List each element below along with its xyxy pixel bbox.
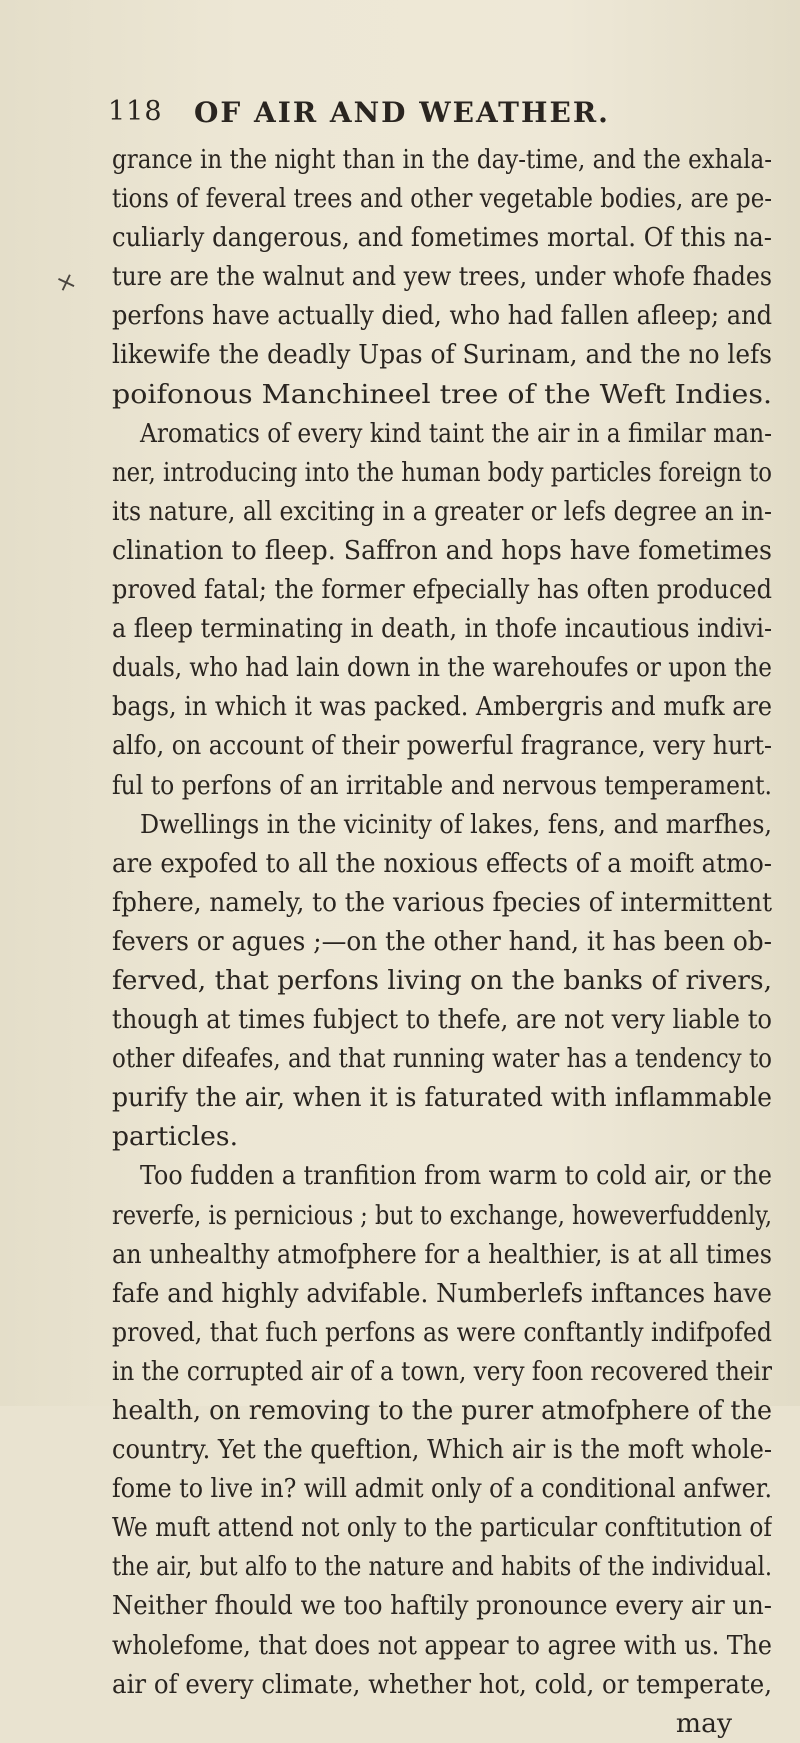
- text-line: reverfe, is pernicious ; but to exchange, howeverfuddenly,: [112, 1199, 772, 1231]
- text-line: poifonous Manchineel tree of the Weft Indies.: [112, 378, 772, 410]
- text-line: its nature, all exciting in a greater or lefs degree an in-: [112, 495, 772, 527]
- text-line: purify the air, when it is faturated with inflammable: [112, 1082, 772, 1114]
- text-line: fphere, namely, to the various fpecies of intermittent: [112, 886, 772, 918]
- text-line: Aromatics of every kind taint the air in a fimilar man-: [140, 417, 772, 449]
- text-line: ture are the walnut and yew trees, under whofe fhades: [112, 261, 772, 293]
- text-line: though at times fubject to thefe, are not very liable to: [112, 1004, 772, 1036]
- text-line: fafe and highly advifable. Numberlefs inftances have: [112, 1277, 772, 1309]
- text-line: fevers or agues ;—on the other hand, it has been ob-: [112, 925, 772, 957]
- text-line: Too fudden a tranfition from warm to cold air, or the: [140, 1160, 772, 1192]
- text-line: ferved, that perfons living on the banks of rivers,: [112, 964, 772, 996]
- text-line: the air, but alfo to the nature and habits of the individual.: [112, 1551, 772, 1583]
- page-header: [108, 96, 668, 136]
- page-number: 118: [108, 96, 163, 127]
- text-line: wholefome, that does not appear to agree with us. The: [112, 1629, 772, 1661]
- text-line: other difeafes, and that running water has a tendency to: [112, 1043, 772, 1075]
- text-line: air of every climate, whether hot, cold, or temperate,: [112, 1668, 772, 1700]
- text-line: grance in the night than in the day-time, and the exhala-: [112, 144, 772, 175]
- margin-annotation-mark: ×: [51, 265, 81, 299]
- text-line: Neither fhould we too haftily pronounce every air un-: [112, 1590, 772, 1622]
- text-line: health, on removing to the purer atmofphere of the: [112, 1395, 772, 1426]
- text-line: duals, who had lain down in the warehoufes or upon the: [112, 652, 772, 684]
- text-line: fome to live in? will admit only of a conditional anfwer.: [112, 1473, 772, 1505]
- text-line: are expofed to all the noxious effects of a moift atmo-: [112, 847, 772, 879]
- text-line: clination to fleep. Saffron and hops have fometimes: [112, 534, 772, 566]
- text-line: proved fatal; the former efpecially has often produced: [112, 574, 772, 606]
- text-line: likewife the deadly Upas of Surinam, and the no lefs: [112, 339, 772, 371]
- text-line: ner, introducing into the human body particles foreign to: [112, 456, 772, 488]
- text-line: proved, that fuch perfons as were conftantly indifpofed: [112, 1316, 772, 1348]
- text-line: We muft attend not only to the particular conftitution of: [112, 1512, 772, 1544]
- text-line: bags, in which it was packed. Ambergris and mufk are: [112, 691, 772, 723]
- text-line: in the corrupted air of a town, very foon recovered their: [112, 1355, 772, 1387]
- catchword: may: [675, 1707, 732, 1739]
- running-title: OF AIR AND WEATHER.: [194, 96, 610, 129]
- text-line: alfo, on account of their powerful fragrance, very hurt-: [112, 730, 772, 762]
- text-line: Dwellings in the vicinity of lakes, fens, and marfhes,: [140, 808, 772, 840]
- text-line: particles.: [112, 1121, 239, 1153]
- text-line: culiarly dangerous, and fometimes mortal. Of this na-: [112, 222, 772, 254]
- body-text: [112, 140, 772, 1743]
- text-line: perfons have actually died, who had fallen afleep; and: [112, 300, 772, 332]
- text-line: an unhealthy atmofphere for a healthier, is at all times: [112, 1238, 772, 1270]
- text-line: tions of feveral trees and other vegetable bodies, are pe-: [112, 183, 772, 215]
- text-line: a fleep terminating in death, in thofe incautious indivi-: [112, 613, 772, 645]
- text-line: country. Yet the queftion, Which air is the moft whole-: [112, 1434, 772, 1466]
- text-line: ful to perfons of an irritable and nervous temperament.: [112, 769, 772, 801]
